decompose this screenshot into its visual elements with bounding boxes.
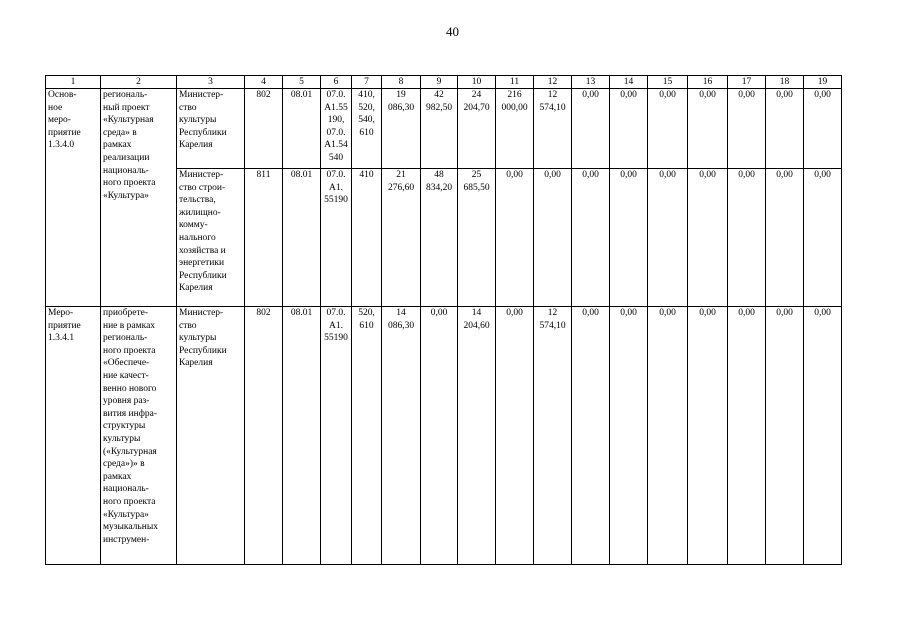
amount-cell: 19 086,30 <box>382 89 421 169</box>
amount-cell: 12 574,10 <box>534 307 572 565</box>
amount-cell: 0,00 <box>766 307 804 565</box>
col-header: 15 <box>648 76 688 89</box>
amount-cell: 0,00 <box>648 307 688 565</box>
executor-cell: Министер- ство строи- тельства, жилищно- комму- нального хозяйства и энергетики Республики Карелия <box>177 169 245 307</box>
column-number-row <box>46 76 842 89</box>
col-header: 7 <box>352 76 382 89</box>
col-header: 2 <box>101 76 177 89</box>
amount-cell: 21 276,60 <box>382 169 421 307</box>
amount-cell: 0,00 <box>572 307 610 565</box>
grbs-cell: 802 <box>245 89 283 169</box>
amount-cell: 0,00 <box>804 169 842 307</box>
activity-code-cell: Меро- приятие 1.3.4.1 <box>46 307 101 565</box>
csr-cell: 07.0. А1. 55190 <box>321 307 352 565</box>
amount-cell: 0,00 <box>688 307 728 565</box>
col-header: 5 <box>283 76 321 89</box>
amount-cell: 14 086,30 <box>382 307 421 565</box>
budget-table <box>45 75 842 565</box>
executor-cell: Министер- ство культуры Республики Карелия <box>177 307 245 565</box>
vr-cell: 520, 610 <box>352 307 382 565</box>
amount-cell: 0,00 <box>610 307 648 565</box>
col-header: 11 <box>496 76 534 89</box>
amount-cell: 0,00 <box>728 307 766 565</box>
col-header: 1 <box>46 76 101 89</box>
amount-cell: 0,00 <box>804 307 842 565</box>
amount-cell: 0,00 <box>572 169 610 307</box>
col-header: 9 <box>421 76 458 89</box>
amount-cell: 14 204,60 <box>458 307 496 565</box>
amount-cell: 0,00 <box>766 89 804 169</box>
amount-cell: 0,00 <box>496 169 534 307</box>
amount-cell: 0,00 <box>496 307 534 565</box>
grbs-cell: 802 <box>245 307 283 565</box>
amount-cell: 42 982,50 <box>421 89 458 169</box>
rzpr-cell: 08.01 <box>283 169 321 307</box>
amount-cell: 0,00 <box>688 89 728 169</box>
amount-cell: 0,00 <box>688 169 728 307</box>
amount-cell: 0,00 <box>728 89 766 169</box>
csr-cell: 07.0. А1.55 190, 07.0. А1.54 540 <box>321 89 352 169</box>
amount-cell: 0,00 <box>766 169 804 307</box>
amount-cell: 12 574,10 <box>534 89 572 169</box>
table-row <box>46 89 842 169</box>
col-header: 16 <box>688 76 728 89</box>
activity-name-cell: региональ- ный проект «Культурная среда» в рамках реализации националь- ного проекта «Культура» <box>101 89 177 307</box>
col-header: 10 <box>458 76 496 89</box>
amount-cell: 0,00 <box>728 169 766 307</box>
amount-cell: 48 834,20 <box>421 169 458 307</box>
activity-code-cell: Основ- ное меро- приятие 1.3.4.0 <box>46 89 101 307</box>
col-header: 4 <box>245 76 283 89</box>
amount-cell: 216 000,00 <box>496 89 534 169</box>
amount-cell: 0,00 <box>572 89 610 169</box>
activity-name-cell: приобрете- ние в рамках региональ- ного проекта «Обеспече- ние качест- венно нового уровня раз- вития инфра- структуры культуры («Культурная среда»)» в рамках националь- ного проекта «Культура» музыкальных инструмен- <box>101 307 177 565</box>
vr-cell: 410 <box>352 169 382 307</box>
rzpr-cell: 08.01 <box>283 307 321 565</box>
col-header: 8 <box>382 76 421 89</box>
amount-cell: 0,00 <box>610 169 648 307</box>
page-number: 40 <box>446 24 459 39</box>
col-header: 13 <box>572 76 610 89</box>
amount-cell: 0,00 <box>610 89 648 169</box>
amount-cell: 0,00 <box>648 169 688 307</box>
amount-cell: 25 685,50 <box>458 169 496 307</box>
col-header: 19 <box>804 76 842 89</box>
col-header: 14 <box>610 76 648 89</box>
grbs-cell: 811 <box>245 169 283 307</box>
col-header: 6 <box>321 76 352 89</box>
table-row <box>46 307 842 565</box>
col-header: 18 <box>766 76 804 89</box>
amount-cell: 0,00 <box>421 307 458 565</box>
col-header: 17 <box>728 76 766 89</box>
rzpr-cell: 08.01 <box>283 89 321 169</box>
amount-cell: 0,00 <box>804 89 842 169</box>
executor-cell: Министер- ство культуры Республики Карелия <box>177 89 245 169</box>
col-header: 3 <box>177 76 245 89</box>
amount-cell: 24 204,70 <box>458 89 496 169</box>
vr-cell: 410, 520, 540, 610 <box>352 89 382 169</box>
col-header: 12 <box>534 76 572 89</box>
amount-cell: 0,00 <box>534 169 572 307</box>
amount-cell: 0,00 <box>648 89 688 169</box>
csr-cell: 07.0. А1. 55190 <box>321 169 352 307</box>
